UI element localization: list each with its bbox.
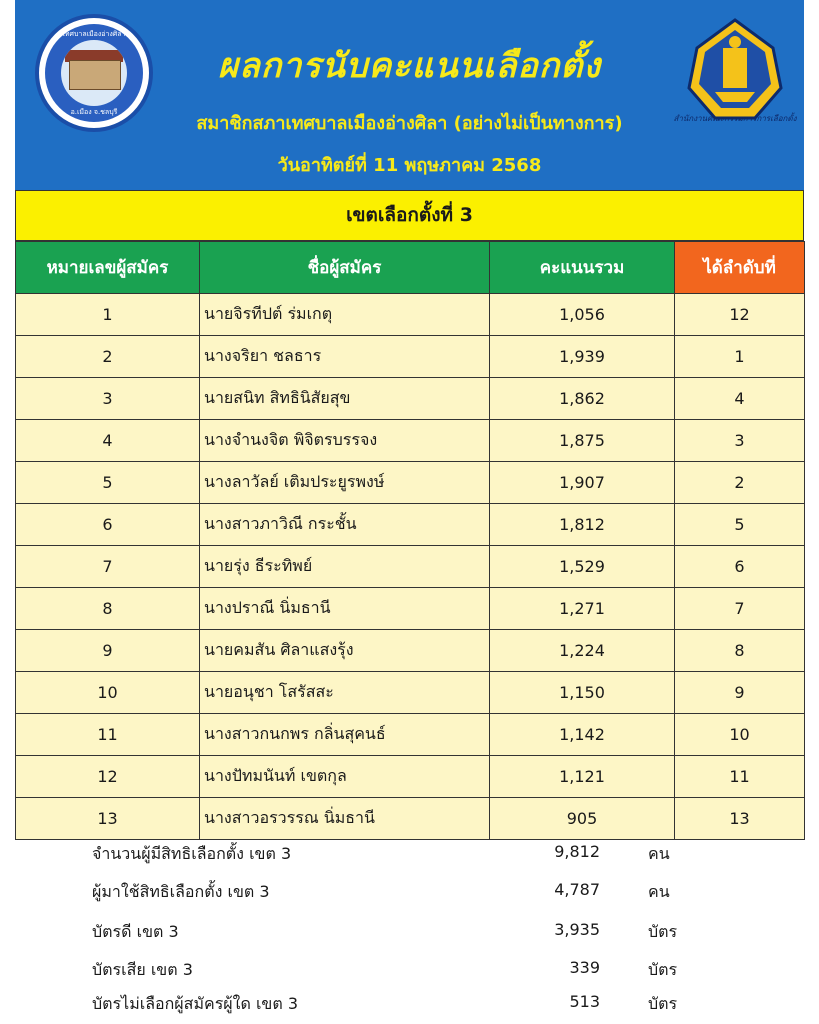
candidate-rank: 10	[675, 714, 805, 756]
candidate-name: นายจิรทีปต์ ร่มเกตุ	[200, 294, 490, 336]
candidate-name: นางสาวอรวรรณ นิ่มธานี	[200, 798, 490, 840]
election-commission-seal	[685, 18, 785, 122]
table-row	[16, 504, 805, 546]
candidate-number: 4	[16, 420, 200, 462]
candidate-votes: 1,150	[490, 672, 675, 714]
summary-value: 339	[569, 958, 600, 977]
candidate-number: 7	[16, 546, 200, 588]
summary-value: 9,812	[554, 842, 600, 861]
candidate-rank: 7	[675, 588, 805, 630]
summary-value: 513	[569, 992, 600, 1011]
candidate-name: นางจริยา ชลธาร	[200, 336, 490, 378]
seal-caption: สำนักงานคณะกรรมการการเลือกตั้ง	[673, 114, 797, 123]
summary-unit: บัตร	[648, 994, 678, 1013]
page-subtitle: สมาชิกสภาเทศบาลเมืองอ่างศิลา (อย่างไม่เป็นทางการ)	[196, 113, 623, 134]
summary-unit: บัตร	[648, 922, 678, 941]
candidate-votes: 1,271	[490, 588, 675, 630]
summary-turnout	[0, 880, 819, 910]
candidate-number: 12	[16, 756, 200, 798]
summary-unit: คน	[648, 882, 670, 901]
candidate-number: 11	[16, 714, 200, 756]
table-row	[16, 378, 805, 420]
results-table	[15, 241, 805, 840]
candidate-rank: 12	[675, 294, 805, 336]
candidate-number: 3	[16, 378, 200, 420]
candidate-name: นางปัทมนันท์ เขตกุล	[200, 756, 490, 798]
candidate-number: 10	[16, 672, 200, 714]
table-row	[16, 714, 805, 756]
candidate-name: นายสนิท สิทธินิสัยสุข	[200, 378, 490, 420]
table-row	[16, 756, 805, 798]
candidate-votes: 1,862	[490, 378, 675, 420]
column-header-number: หมายเลขผู้สมัคร	[16, 242, 200, 294]
summary-unit: คน	[648, 844, 670, 863]
summary-label: บัตรดี เขต 3	[92, 922, 179, 941]
summary-label: ผู้มาใช้สิทธิเลือกตั้ง เขต 3	[92, 882, 270, 901]
column-header-votes: คะแนนรวม	[490, 242, 675, 294]
page-title: ผลการนับคะแนนเลือกตั้ง	[217, 46, 602, 86]
candidate-number: 8	[16, 588, 200, 630]
candidate-rank: 9	[675, 672, 805, 714]
table-row	[16, 462, 805, 504]
table-row	[16, 672, 805, 714]
column-header-name: ชื่อผู้สมัคร	[200, 242, 490, 294]
table-row	[16, 630, 805, 672]
summary-unit: บัตร	[648, 960, 678, 979]
candidate-name: นางปราณี นิ่มธานี	[200, 588, 490, 630]
candidate-rank: 4	[675, 378, 805, 420]
logo-text-top: เทศบาลเมืองอ่างศิลา	[62, 30, 126, 38]
candidate-rank: 5	[675, 504, 805, 546]
candidate-number: 13	[16, 798, 200, 840]
summary-label: บัตรไม่เลือกผู้สมัครผู้ใด เขต 3	[92, 994, 299, 1013]
logo-text-bottom: อ.เมือง จ.ชลบุรี	[70, 108, 118, 116]
candidate-votes: 1,529	[490, 546, 675, 588]
candidate-number: 9	[16, 630, 200, 672]
candidate-votes: 1,939	[490, 336, 675, 378]
candidate-votes: 1,056	[490, 294, 675, 336]
summary-value: 3,935	[554, 920, 600, 939]
candidate-votes: 1,875	[490, 420, 675, 462]
column-header-rank: ได้ลำดับที่	[675, 242, 805, 294]
candidate-name: นายอนุชา โสรัสสะ	[200, 672, 490, 714]
candidate-votes: 905	[490, 798, 675, 840]
candidate-rank: 11	[675, 756, 805, 798]
candidate-rank: 6	[675, 546, 805, 588]
table-header-row	[16, 242, 805, 294]
candidate-name: นางสาวภาวิณี กระชั้น	[200, 504, 490, 546]
district-heading: เขตเลือกตั้งที่ 3	[15, 190, 804, 241]
candidate-name: นายรุ่ง ธีระทิพย์	[200, 546, 490, 588]
election-date: วันอาทิตย์ที่ 11 พฤษภาคม 2568	[277, 155, 542, 176]
candidate-number: 1	[16, 294, 200, 336]
candidate-votes: 1,142	[490, 714, 675, 756]
candidate-votes: 1,812	[490, 504, 675, 546]
candidate-number: 2	[16, 336, 200, 378]
table-row	[16, 546, 805, 588]
candidate-number: 6	[16, 504, 200, 546]
summary-valid-ballots	[0, 920, 819, 950]
summary-no-vote-ballots	[0, 992, 819, 1022]
candidate-number: 5	[16, 462, 200, 504]
summary-eligible-voters	[0, 842, 819, 872]
table-row	[16, 420, 805, 462]
candidate-name: นางลาวัลย์ เติมประยูรพงษ์	[200, 462, 490, 504]
table-row	[16, 294, 805, 336]
table-row	[16, 798, 805, 840]
candidate-rank: 2	[675, 462, 805, 504]
candidate-name: นางสาวกนกพร กลิ่นสุคนธ์	[200, 714, 490, 756]
table-row	[16, 336, 805, 378]
candidate-votes: 1,224	[490, 630, 675, 672]
summary-label: บัตรเสีย เขต 3	[92, 960, 193, 979]
candidate-rank: 13	[675, 798, 805, 840]
candidate-rank: 8	[675, 630, 805, 672]
candidate-rank: 1	[675, 336, 805, 378]
candidate-name: นางจำนงจิต พิจิตรบรรจง	[200, 420, 490, 462]
table-row	[16, 588, 805, 630]
candidate-rank: 3	[675, 420, 805, 462]
candidate-votes: 1,907	[490, 462, 675, 504]
candidate-votes: 1,121	[490, 756, 675, 798]
summary-label: จำนวนผู้มีสิทธิเลือกตั้ง เขต 3	[92, 844, 292, 863]
candidate-name: นายคมสัน ศิลาแสงรุ้ง	[200, 630, 490, 672]
summary-invalid-ballots	[0, 958, 819, 988]
summary-value: 4,787	[554, 880, 600, 899]
